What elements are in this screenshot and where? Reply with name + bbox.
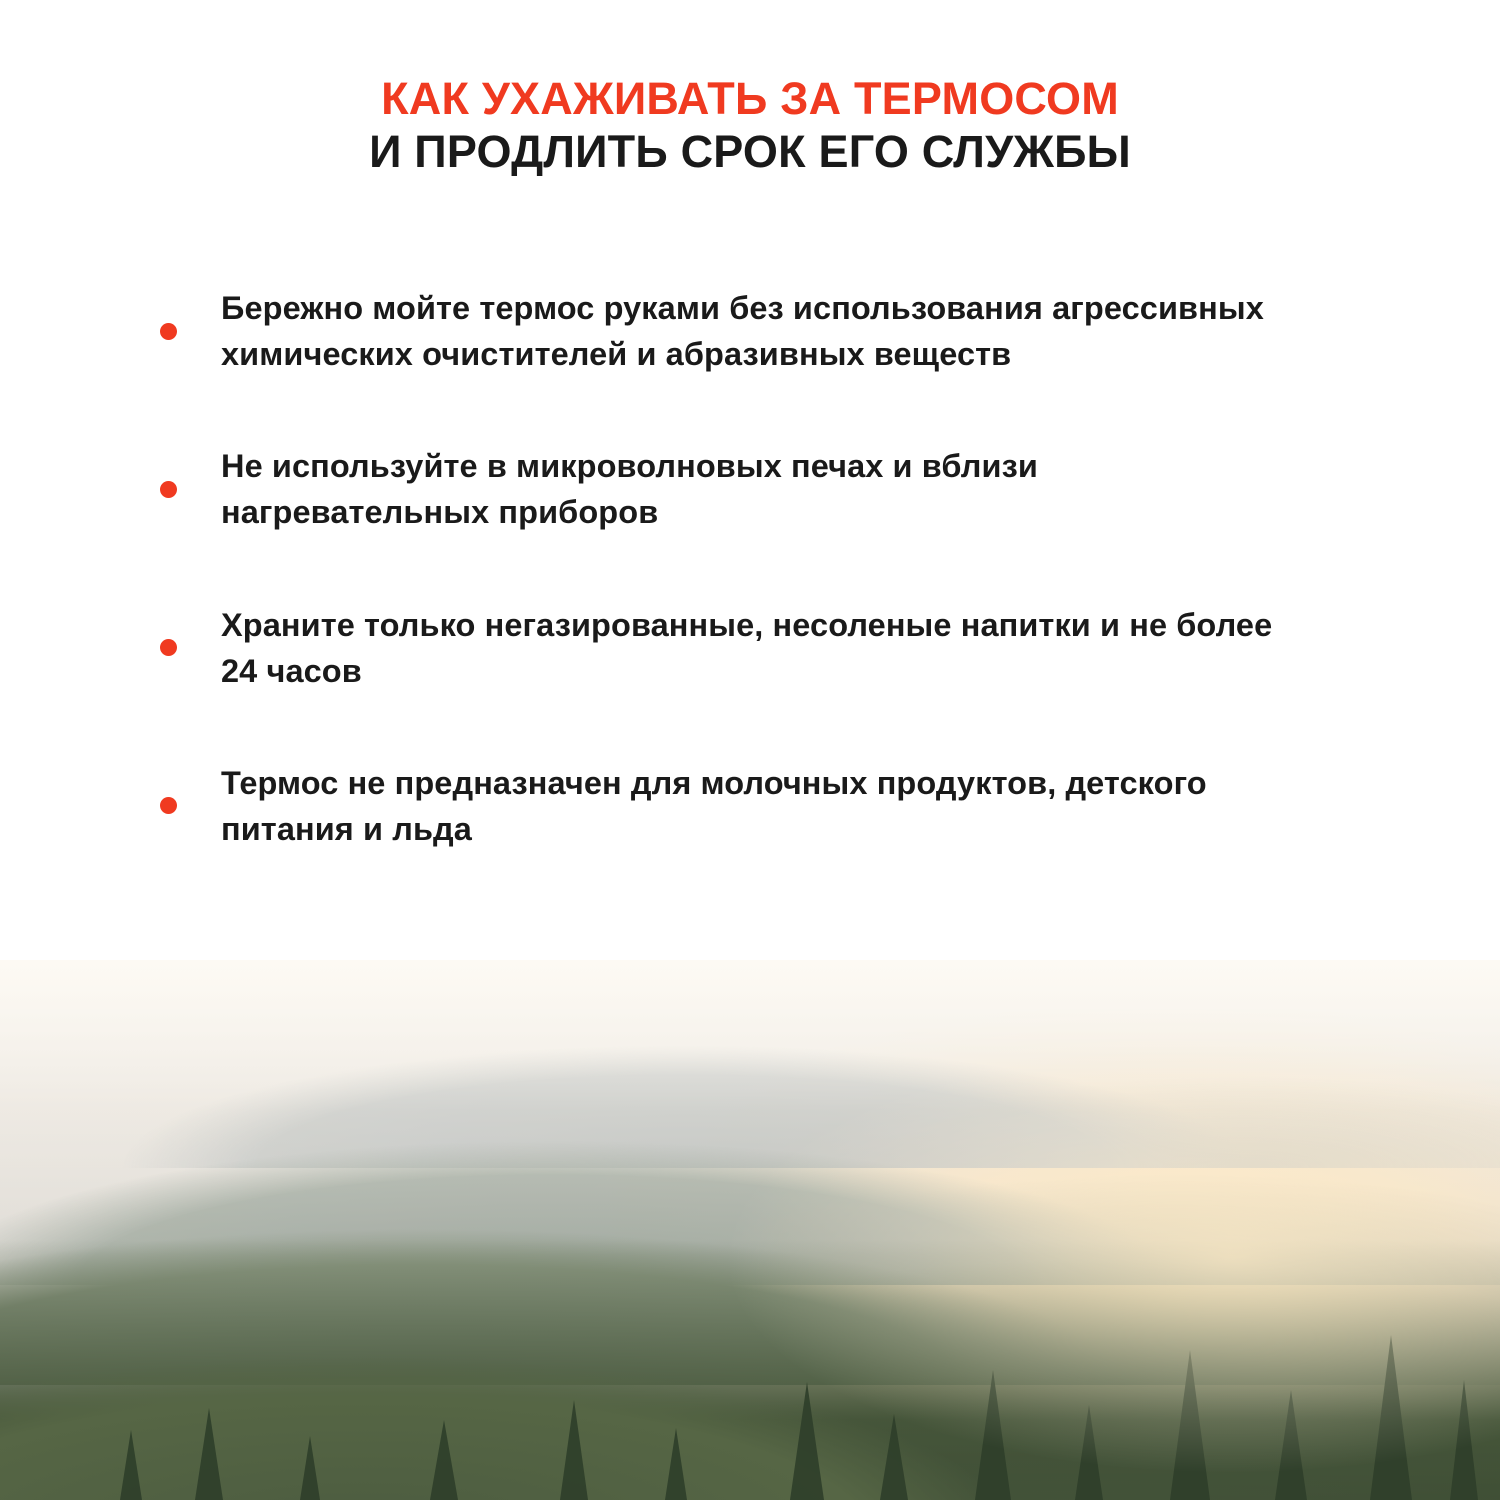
conifer-tree bbox=[195, 1408, 223, 1500]
conifer-tree bbox=[1370, 1335, 1412, 1500]
bullet-dot-icon bbox=[160, 323, 177, 340]
page-title bbox=[0, 72, 1500, 178]
care-tips-list bbox=[160, 285, 1340, 852]
conifer-tree bbox=[1450, 1380, 1478, 1500]
conifer-tree bbox=[430, 1420, 458, 1500]
title-line-primary: КАК УХАЖИВАТЬ ЗА ТЕРМОСОМ bbox=[381, 73, 1119, 124]
bullet-dot-icon bbox=[160, 639, 177, 656]
list-item bbox=[160, 285, 1340, 377]
conifer-tree bbox=[560, 1400, 588, 1500]
conifer-tree bbox=[665, 1428, 687, 1500]
conifer-tree bbox=[880, 1414, 908, 1500]
list-item bbox=[160, 760, 1340, 852]
title-line-secondary: И ПРОДЛИТЬ СРОК ЕГО СЛУЖБЫ bbox=[369, 126, 1131, 178]
mountain-forest-sunrise-photo bbox=[0, 960, 1500, 1500]
list-item-text: Термос не предназначен для молочных продуктов, детского питания и льда bbox=[221, 764, 1207, 847]
conifer-tree bbox=[975, 1370, 1011, 1500]
list-item-text: Храните только негазированные, несоленые напитки и не более 24 часов bbox=[221, 606, 1273, 689]
list-item-text: Не используйте в микроволновых печах и вблизи нагревательных приборов bbox=[221, 448, 1038, 531]
bullet-dot-icon bbox=[160, 481, 177, 498]
conifer-tree bbox=[120, 1430, 142, 1500]
conifer-tree bbox=[1075, 1405, 1103, 1500]
conifer-tree bbox=[790, 1382, 824, 1500]
list-item-text: Бережно мойте термос руками без использования агрессивных химических очистителей и абразивных веществ bbox=[221, 290, 1264, 373]
bullet-dot-icon bbox=[160, 797, 177, 814]
list-item bbox=[160, 443, 1340, 535]
conifer-tree bbox=[300, 1436, 320, 1500]
conifer-tree bbox=[1170, 1350, 1210, 1500]
list-item bbox=[160, 602, 1340, 694]
conifer-tree bbox=[1275, 1390, 1307, 1500]
